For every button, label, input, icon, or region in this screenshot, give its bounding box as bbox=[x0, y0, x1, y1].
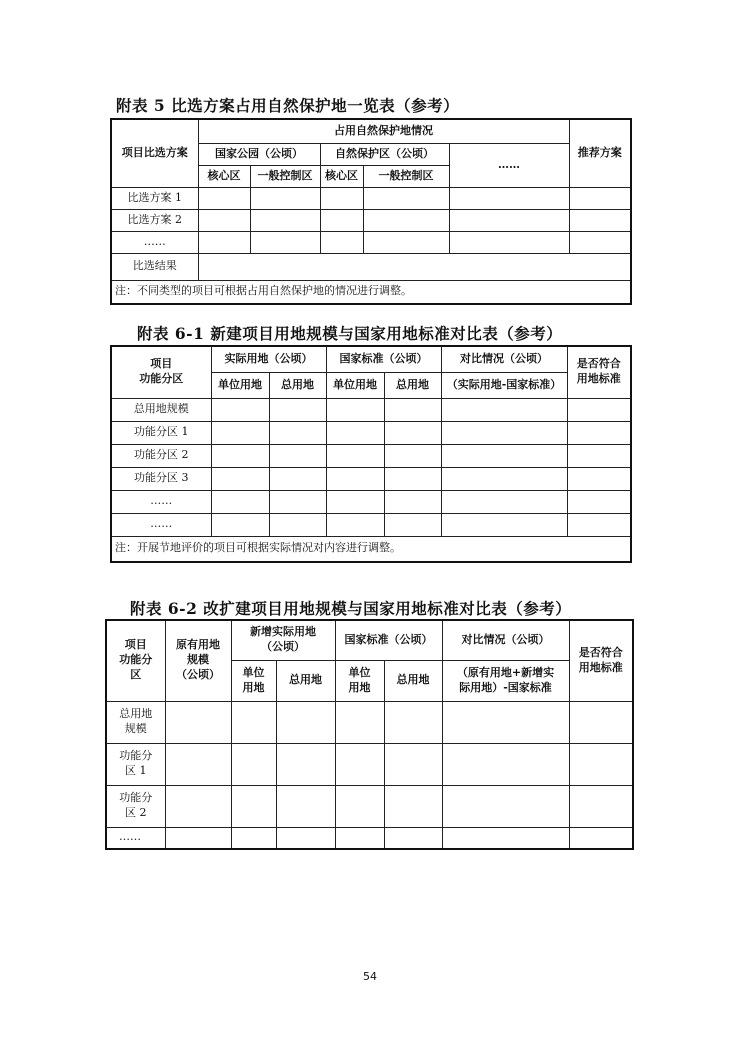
t3-unit-2a: 单位 bbox=[348, 665, 371, 679]
t3-row-label-a: 功能分 bbox=[119, 791, 153, 805]
t3-row-label-a: 功能分 bbox=[119, 749, 153, 763]
table-row bbox=[111, 513, 631, 536]
t1-general-2: 一般控制区 bbox=[363, 165, 449, 187]
t1-head-occupy: 占用自然保护地情况 bbox=[198, 119, 569, 143]
t2-row-label: …… bbox=[111, 490, 211, 513]
t1-core-1: 核心区 bbox=[198, 165, 250, 187]
t3-head-zone-a: 功能分 bbox=[119, 653, 153, 667]
t2-row-label: 功能分区 3 bbox=[111, 467, 211, 490]
t1-note: 注：不同类型的项目可根据占用自然保护地的情况进行调整。 bbox=[111, 280, 631, 304]
table-row bbox=[111, 187, 631, 209]
table2-title: 附表 6-1 新建项目用地规模与国家用地标准对比表（参考） bbox=[137, 324, 563, 343]
t3-head-orig-b: 规模 bbox=[187, 653, 209, 667]
t3-head-zone-b: 区 bbox=[130, 668, 142, 682]
t2-unit-2: 单位用地 bbox=[326, 372, 384, 398]
t3-unit-1a: 单位 bbox=[242, 665, 265, 679]
table3-title: 附表 6-2 改扩建项目用地规模与国家用地标准对比表（参考） bbox=[130, 599, 572, 618]
t3-formula-b: 际用地）-国家标准 bbox=[459, 680, 552, 694]
t3-row-label-a: 总用地 bbox=[119, 707, 153, 721]
t3-total-1: 总用地 bbox=[276, 660, 335, 701]
t1-head-project: 项目比选方案 bbox=[111, 119, 198, 187]
table-row bbox=[111, 231, 631, 253]
t1-row-label: …… bbox=[111, 231, 198, 253]
t1-core-2: 核心区 bbox=[320, 165, 363, 187]
t3-formula-a: （原有用地+新增实 bbox=[456, 665, 555, 679]
table-row bbox=[111, 253, 631, 280]
table-row bbox=[106, 827, 633, 849]
t2-note: 注：开展节地评价的项目可根据实际情况对内容进行调整。 bbox=[111, 536, 631, 562]
t3-unit-1b: 用地 bbox=[242, 680, 265, 694]
table2 bbox=[110, 345, 632, 563]
t3-head-national: 国家标准（公顷） bbox=[335, 620, 442, 660]
t3-head-new-b: （公顷） bbox=[261, 640, 305, 654]
table-row bbox=[106, 701, 633, 743]
table1-title: 附表 5 比选方案占用自然保护地一览表（参考） bbox=[116, 96, 460, 115]
t3-head-standard: 用地标准 bbox=[578, 660, 623, 674]
t1-general-1: 一般控制区 bbox=[250, 165, 320, 187]
t2-unit-1: 单位用地 bbox=[211, 372, 269, 398]
t1-head-more: …… bbox=[449, 143, 569, 187]
t3-row-label: …… bbox=[106, 827, 165, 849]
t2-head-national: 国家标准（公顷） bbox=[326, 346, 441, 372]
t2-head-standard: 用地标准 bbox=[576, 372, 621, 386]
table-row bbox=[111, 209, 631, 231]
t3-head-project: 项目 bbox=[124, 638, 147, 652]
table-row bbox=[111, 490, 631, 513]
t2-total-1: 总用地 bbox=[269, 372, 326, 398]
t1-row-label: 比选方案 2 bbox=[111, 209, 198, 231]
table-row bbox=[106, 785, 633, 827]
t3-total-2: 总用地 bbox=[384, 660, 442, 701]
t3-row-label-b: 区 1 bbox=[125, 764, 147, 777]
t1-head-reserve: 自然保护区（公顷） bbox=[320, 143, 449, 165]
table-row bbox=[106, 743, 633, 785]
t3-head-new-a: 新增实际用地 bbox=[250, 625, 316, 639]
t2-row-label: 功能分区 1 bbox=[111, 421, 211, 444]
t2-head-actual: 实际用地（公顷） bbox=[211, 346, 326, 372]
table-row bbox=[111, 398, 631, 421]
page-number: 54 bbox=[363, 970, 377, 983]
t2-head-zone: 功能分区 bbox=[139, 372, 184, 386]
table-row bbox=[111, 444, 631, 467]
t3-head-orig-a: 原有用地 bbox=[176, 638, 220, 652]
t3-row-label-b: 规模 bbox=[124, 722, 147, 735]
t3-head-compare: 对比情况（公顷） bbox=[442, 620, 569, 660]
t2-row-label: 功能分区 2 bbox=[111, 444, 211, 467]
table-row bbox=[111, 421, 631, 444]
t3-row-label-b: 区 2 bbox=[125, 806, 147, 819]
t2-head-compare: 对比情况（公顷） bbox=[441, 346, 567, 372]
table3 bbox=[105, 619, 634, 850]
t1-head-park: 国家公园（公顷） bbox=[198, 143, 320, 165]
t2-head-conform: 是否符合 bbox=[576, 357, 621, 371]
table1 bbox=[110, 118, 632, 305]
t2-compare-formula: （实际用地-国家标准） bbox=[441, 372, 567, 398]
t3-head-conform: 是否符合 bbox=[578, 645, 623, 659]
t3-head-orig-c: （公顷） bbox=[176, 668, 220, 682]
t2-row-label: …… bbox=[111, 513, 211, 536]
t2-total-2: 总用地 bbox=[384, 372, 441, 398]
t2-head-project: 项目 bbox=[150, 357, 173, 371]
t1-head-recommend: 推荐方案 bbox=[569, 119, 631, 187]
t2-row-label: 总用地规模 bbox=[111, 398, 211, 421]
t1-row-label: 比选结果 bbox=[111, 253, 198, 280]
t3-unit-2b: 用地 bbox=[348, 680, 371, 694]
t1-row-label: 比选方案 1 bbox=[111, 187, 198, 209]
table-row bbox=[111, 467, 631, 490]
